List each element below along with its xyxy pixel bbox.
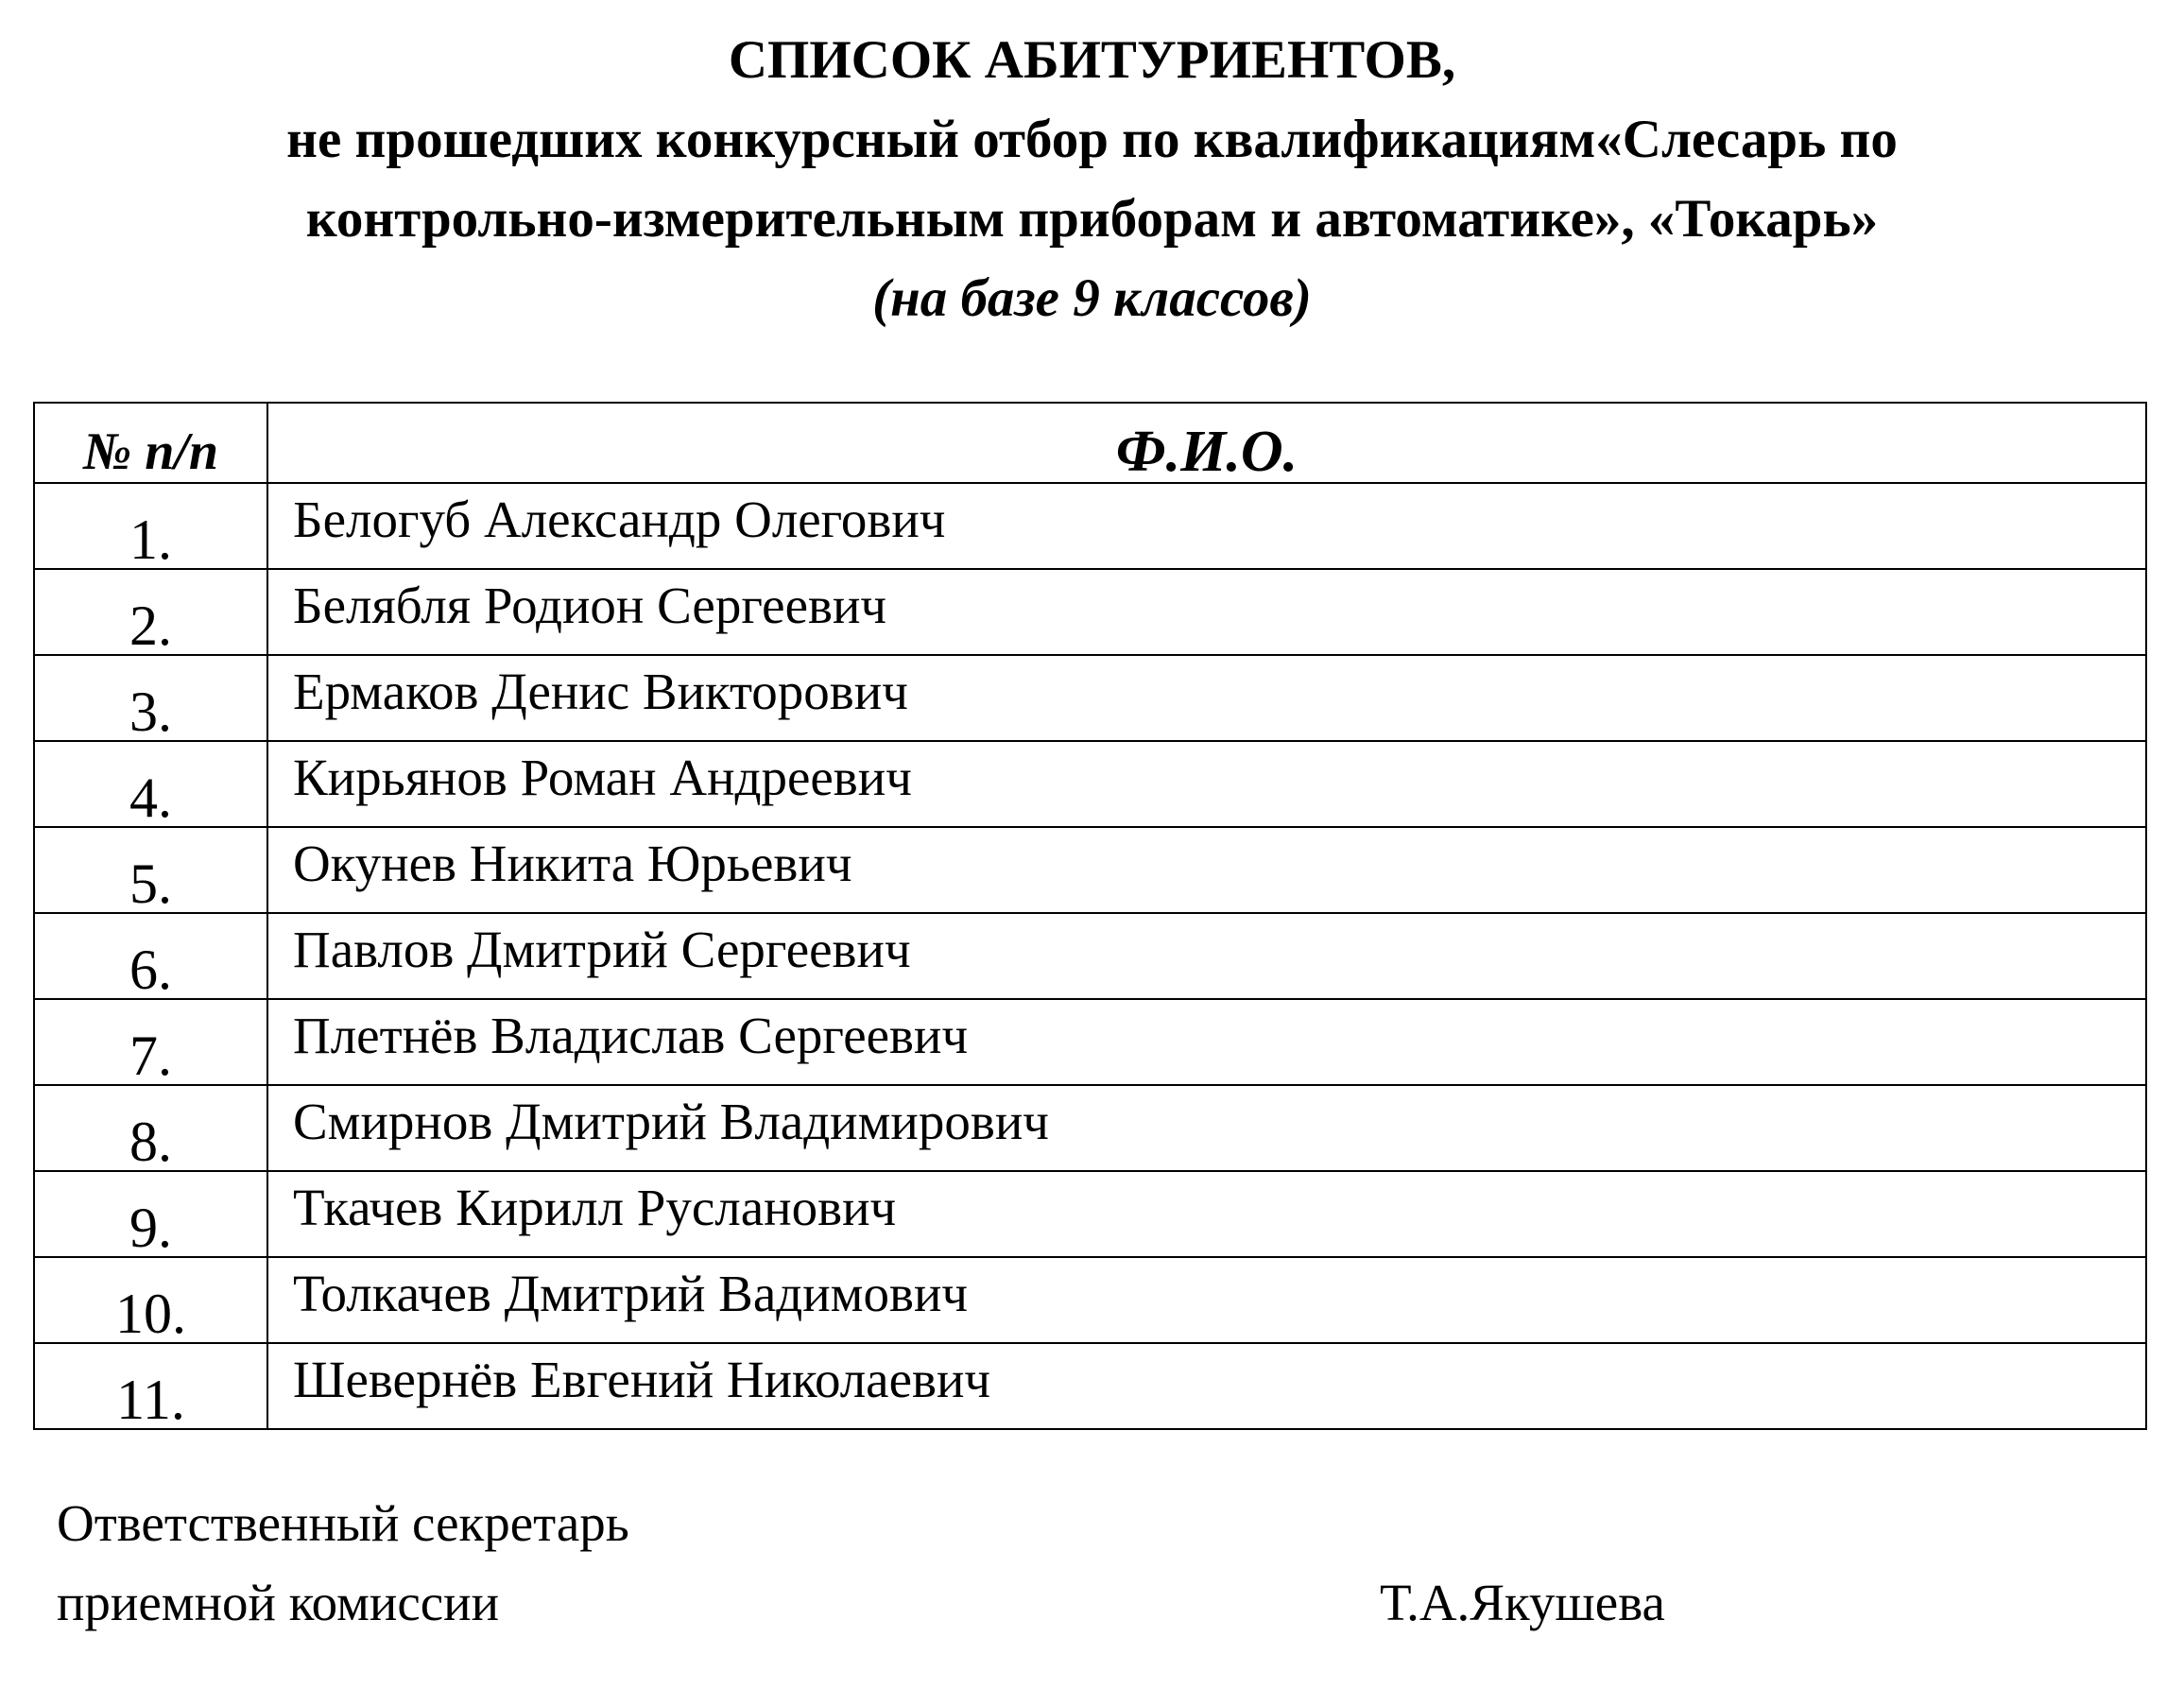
row-number: 3. [34, 655, 267, 741]
row-name: Окунев Никита Юрьевич [267, 827, 2146, 913]
title-main: СПИСОК АБИТУРИЕНТОВ, [728, 30, 1456, 90]
row-name: Толкачев Дмитрий Вадимович [267, 1257, 2146, 1343]
row-name: Ермаков Денис Викторович [267, 655, 2146, 741]
row-number: 2. [34, 569, 267, 655]
title-subtitle-line-1: не прошедших конкурсный отбор по квалификациям«Слесарь по [286, 110, 1898, 169]
table-row [34, 999, 2146, 1085]
table-row [34, 1085, 2146, 1171]
row-name: Смирнов Дмитрий Владимирович [267, 1085, 2146, 1171]
row-number: 10. [34, 1257, 267, 1343]
title-note: (на базе 9 классов) [872, 268, 1312, 328]
table-row [34, 1257, 2146, 1343]
column-header-name: Ф.И.О. [267, 403, 2146, 483]
position-line-1: Ответственный секретарь [57, 1494, 629, 1552]
row-number: 9. [34, 1171, 267, 1257]
table-row [34, 741, 2146, 827]
table-header-row [34, 403, 2146, 483]
document-heading [0, 21, 2184, 338]
column-header-number: № п/п [34, 403, 267, 483]
row-name: Шевернёв Евгений Николаевич [267, 1343, 2146, 1429]
row-number: 6. [34, 913, 267, 999]
row-name: Павлов Дмитрий Сергеевич [267, 913, 2146, 999]
table-row [34, 1171, 2146, 1257]
row-name: Кирьянов Роман Андреевич [267, 741, 2146, 827]
table-row [34, 913, 2146, 999]
row-number: 4. [34, 741, 267, 827]
table-row [34, 483, 2146, 569]
table-row [34, 827, 2146, 913]
signer-name: Т.А.Якушева [1380, 1574, 1665, 1631]
row-name: Белогуб Александр Олегович [267, 483, 2146, 569]
position-line-2: приемной комиссии [57, 1574, 500, 1631]
row-number: 8. [34, 1085, 267, 1171]
row-number: 5. [34, 827, 267, 913]
row-number: 7. [34, 999, 267, 1085]
applicants-table [33, 402, 2147, 1430]
row-number: 1. [34, 483, 267, 569]
title-subtitle-line-2: контрольно-измерительным приборам и автоматике», «Токарь» [305, 189, 1879, 249]
table-row [34, 569, 2146, 655]
row-name: Ткачев Кирилл Русланович [267, 1171, 2146, 1257]
signature-position [57, 1484, 629, 1643]
row-name: Плетнёв Владислав Сергеевич [267, 999, 2146, 1085]
table-row [34, 655, 2146, 741]
row-name: Белябля Родион Сергеевич [267, 569, 2146, 655]
row-number: 11. [34, 1343, 267, 1429]
table-row [34, 1343, 2146, 1429]
